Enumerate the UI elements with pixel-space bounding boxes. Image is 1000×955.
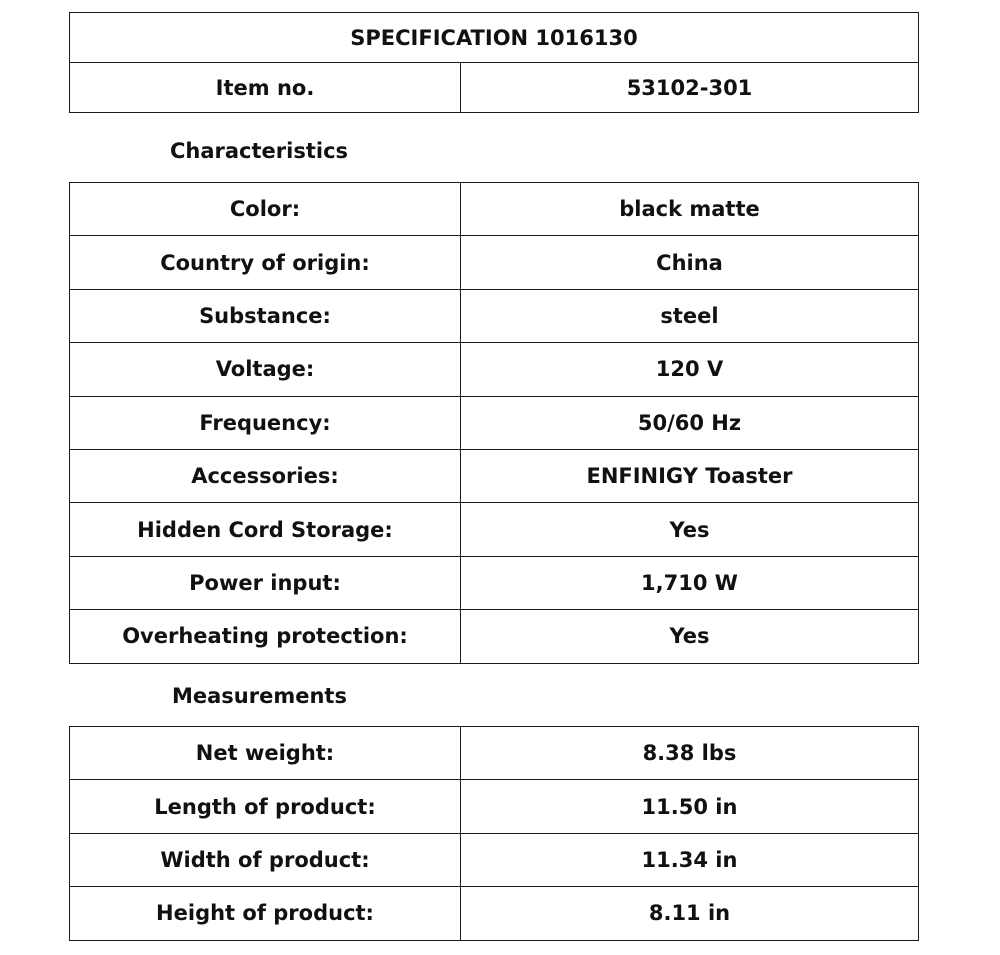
table-row [70,887,919,940]
voltage-label: Voltage: [70,343,461,396]
characteristics-table [69,182,919,664]
table-row [70,449,919,502]
table-row [70,727,919,780]
measurements-table [69,726,919,941]
hidden-cord-storage-label: Hidden Cord Storage: [70,503,461,556]
height-of-product-label: Height of product: [70,887,461,940]
table-row [70,183,919,236]
frequency-value: 50/60 Hz [461,396,919,449]
country-of-origin-value: China [461,236,919,289]
height-of-product-value: 8.11 in [461,887,919,940]
length-of-product-label: Length of product: [70,780,461,833]
table-row [70,503,919,556]
net-weight-value: 8.38 lbs [461,727,919,780]
accessories-label: Accessories: [70,449,461,502]
item-no-value: 53102-301 [461,63,919,113]
table-row [70,236,919,289]
accessories-value: ENFINIGY Toaster [461,449,919,502]
voltage-value: 120 V [461,343,919,396]
width-of-product-label: Width of product: [70,833,461,886]
substance-label: Substance: [70,289,461,342]
item-no-row [70,63,919,113]
table-row [70,833,919,886]
table-row [70,289,919,342]
table-row [70,610,919,663]
color-label: Color: [70,183,461,236]
net-weight-label: Net weight: [70,727,461,780]
substance-value: steel [461,289,919,342]
width-of-product-value: 11.34 in [461,833,919,886]
table-row [70,556,919,609]
table-row [70,396,919,449]
length-of-product-value: 11.50 in [461,780,919,833]
color-value: black matte [461,183,919,236]
overheating-protection-value: Yes [461,610,919,663]
hidden-cord-storage-value: Yes [461,503,919,556]
specification-title-row [70,13,919,63]
frequency-label: Frequency: [70,396,461,449]
power-input-value: 1,710 W [461,556,919,609]
characteristics-heading: Characteristics [170,139,349,163]
table-row [70,343,919,396]
specification-table [69,12,919,113]
country-of-origin-label: Country of origin: [70,236,461,289]
table-row [70,780,919,833]
measurements-heading: Measurements [172,684,347,708]
specification-title: SPECIFICATION 1016130 [70,13,919,63]
item-no-label: Item no. [70,63,461,113]
overheating-protection-label: Overheating protection: [70,610,461,663]
power-input-label: Power input: [70,556,461,609]
